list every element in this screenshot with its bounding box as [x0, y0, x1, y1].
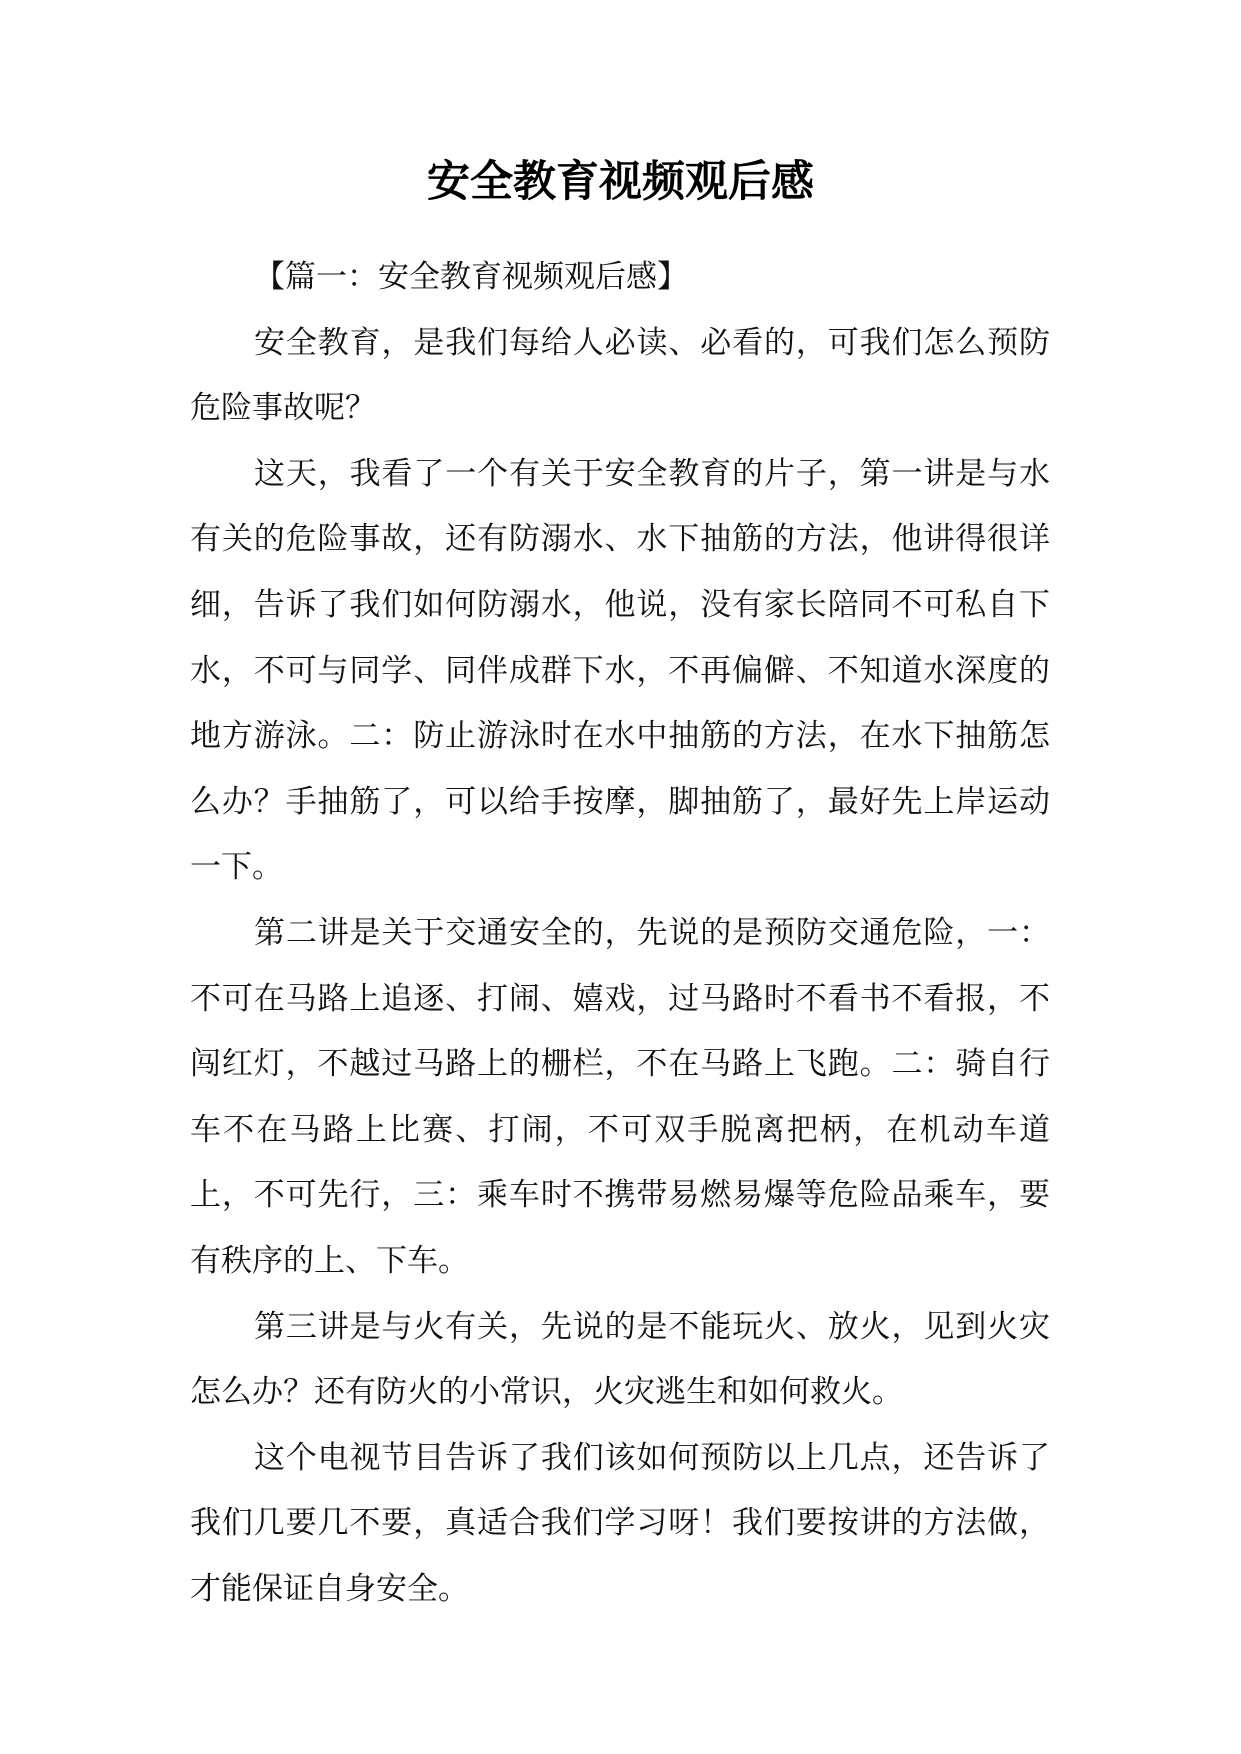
section-heading: 【篇一：安全教育视频观后感】	[254, 259, 688, 295]
paragraph: 安全教育，是我们每给人必读、必看的，可我们怎么预防危险事故呢？	[190, 324, 1050, 427]
paragraph: 这个电视节目告诉了我们该如何预防以上几点，还告诉了我们几要几不要，真适合我们学习呀！我们要按讲的方法做，才能保证自身安全。	[190, 1439, 1050, 1607]
paragraph: 第三讲是与火有关，先说的是不能玩火、放火，见到火灾怎么办？还有防火的小常识，火灾逃生和如何救火。	[190, 1308, 1050, 1411]
document-body	[190, 245, 1050, 1622]
paragraph: 这天，我看了一个有关于安全教育的片子，第一讲是与水有关的危险事故，还有防溺水、水下抽筋的方法，他讲得很详细，告诉了我们如何防溺水，他说，没有家长陪同不可私自下水，不可与同学、同伴成群下水，不再偏僻、不知道水深度的地方游泳。二：防止游泳时在水中抽筋的方法，在水下抽筋怎么办？手抽筋了，可以给手按摩，脚抽筋了，最好先上岸运动一下。	[190, 455, 1050, 886]
document-title: 安全教育视频观后感	[427, 157, 814, 207]
paragraph: 第二讲是关于交通安全的，先说的是预防交通危险，一：不可在马路上追逐、打闹、嬉戏，过马路时不看书不看报，不闯红灯，不越过马路上的栅栏，不在马路上飞跑。二：骑自行车不在马路上比赛、打闹，不可双手脱离把柄，在机动车道上，不可先行，三：乘车时不携带易燃易爆等危险品乘车，要有秩序的上、下车。	[190, 914, 1050, 1279]
